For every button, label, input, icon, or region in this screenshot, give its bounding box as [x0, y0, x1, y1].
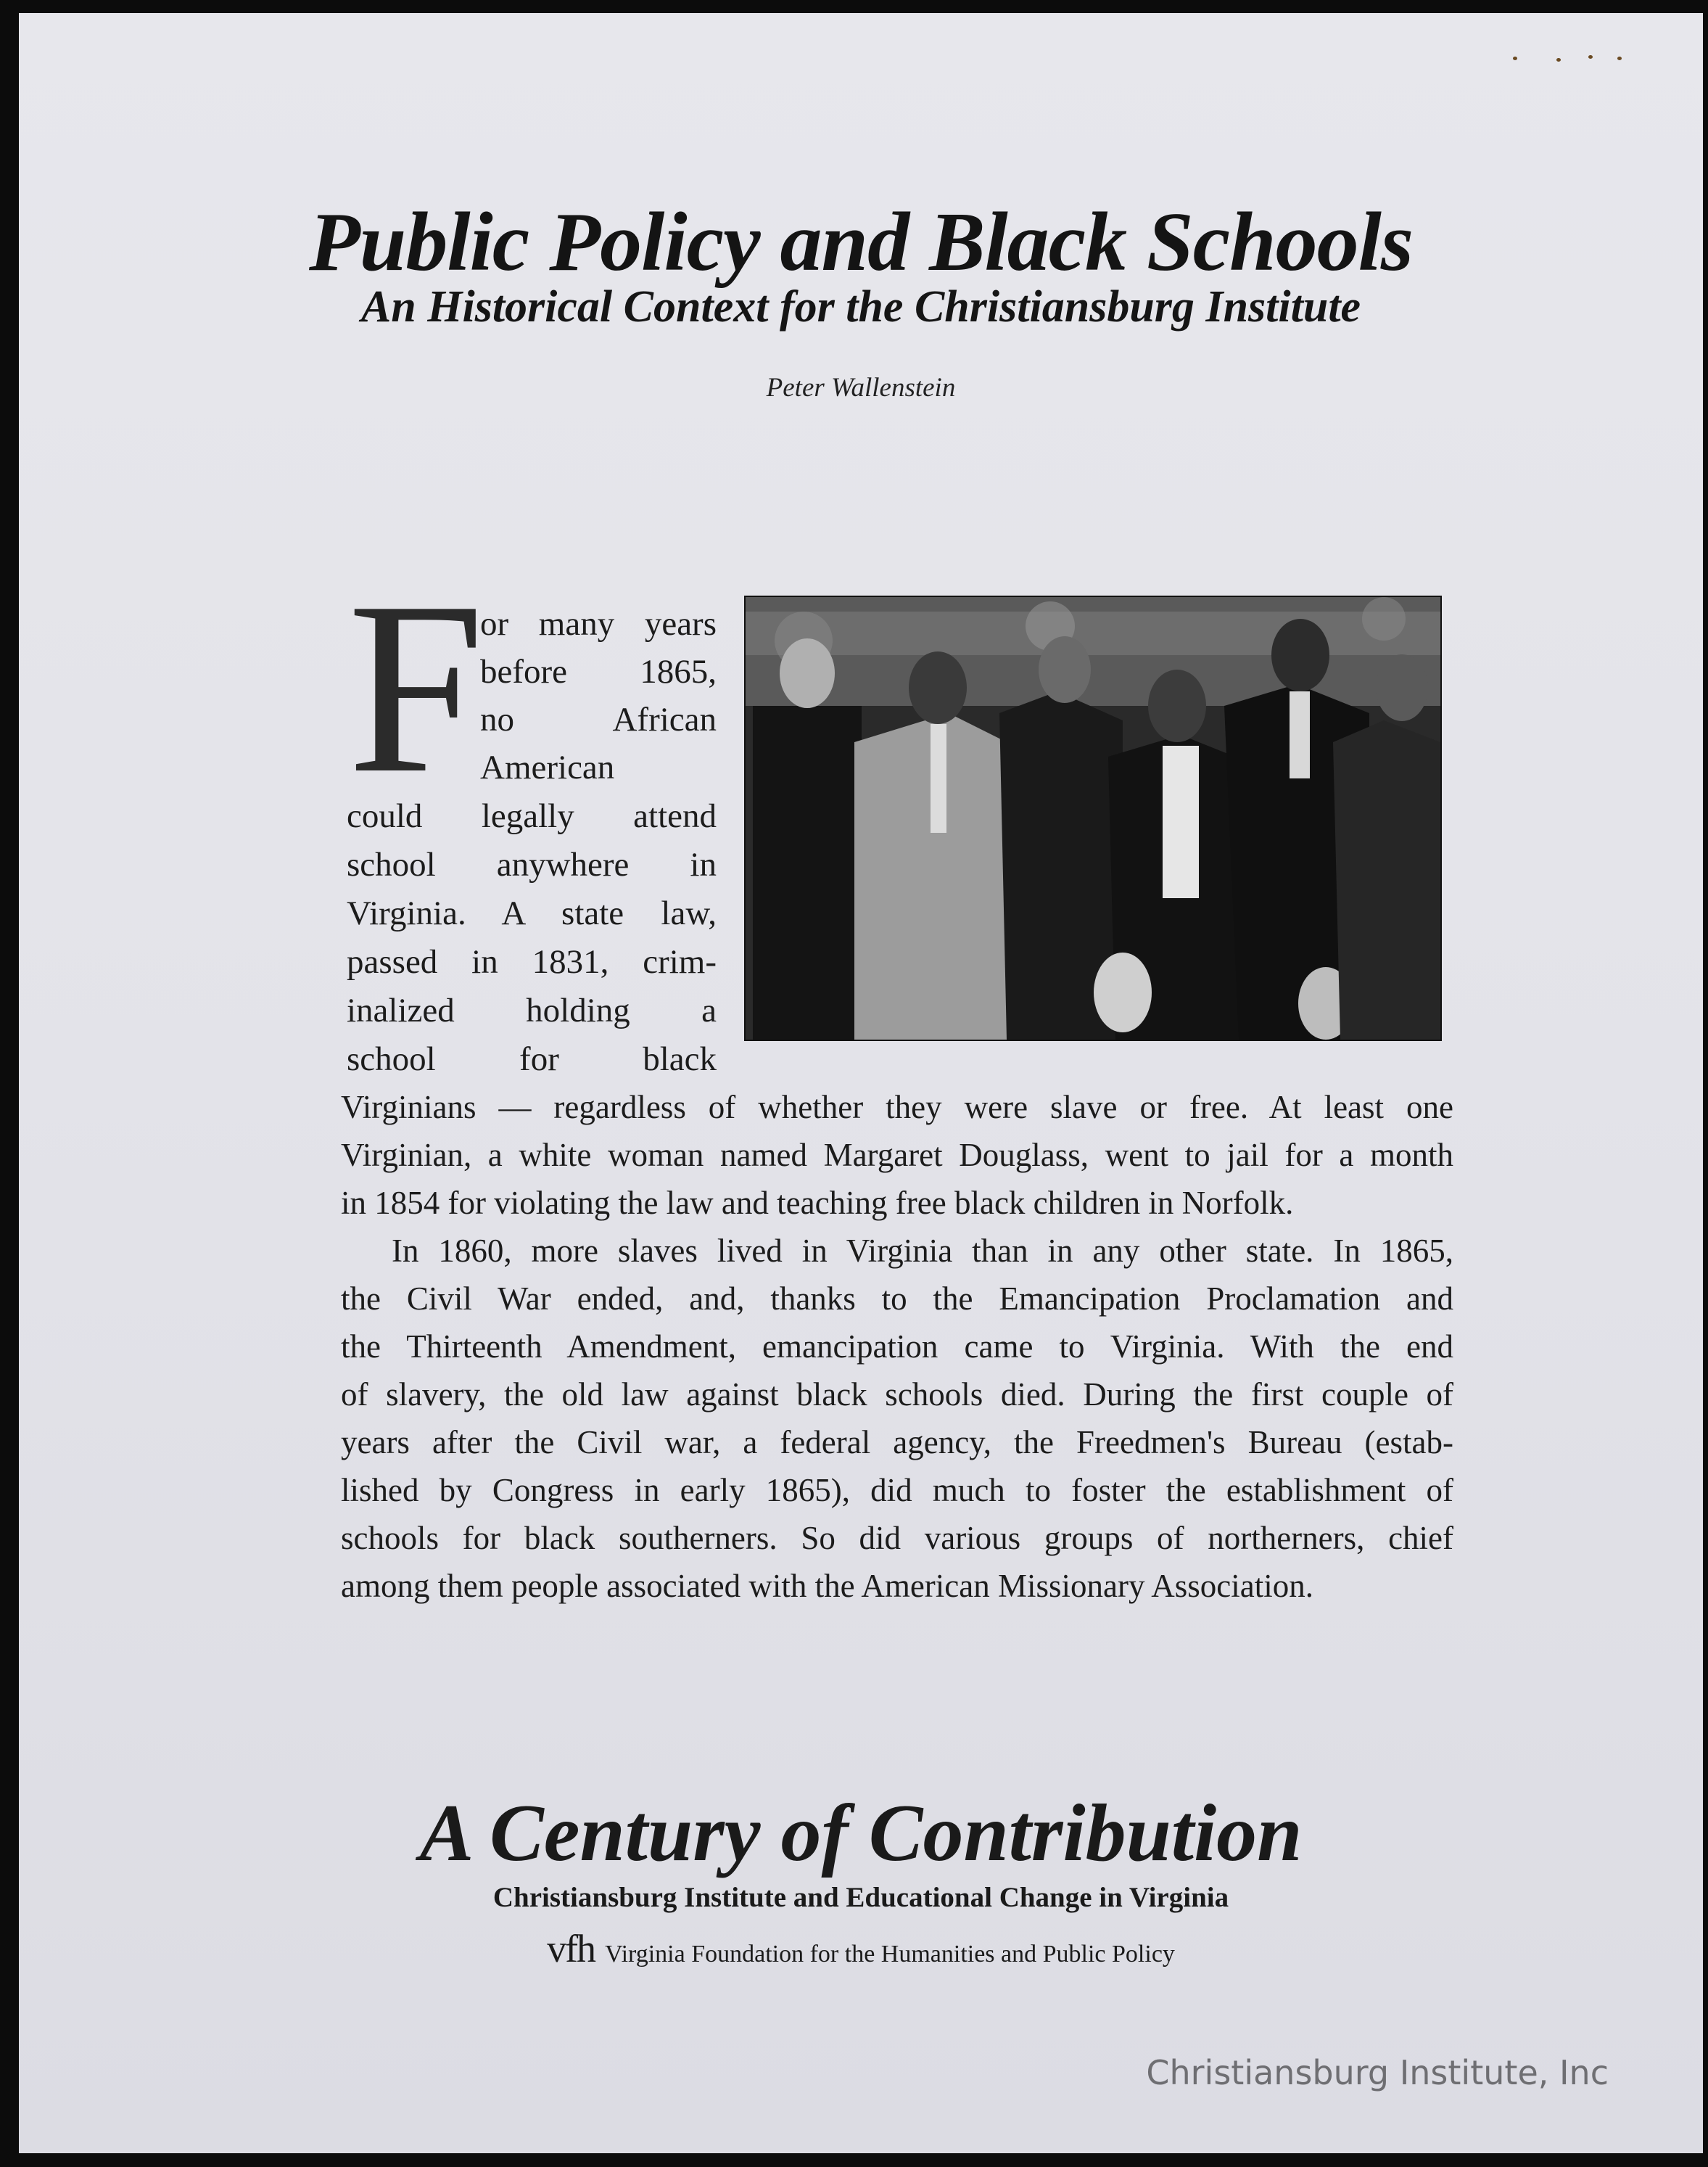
column-line: Virginia. A state law, [347, 895, 717, 932]
document-title: Public Policy and Black Schools [308, 196, 1414, 289]
paragraph-line: lished by Congress in early 1865), did much to foster the establishment of [341, 1472, 1453, 1508]
vfh-logo: vfh [547, 1927, 595, 1970]
document-page [19, 13, 1703, 2153]
paragraph-line: of slavery, the old law against black schools died. During the first couple of [341, 1376, 1453, 1413]
paragraph-line: Virginians — regardless of whether they were slave or free. At least one [341, 1089, 1453, 1125]
series-subtitle: Christiansburg Institute and Educational Change in Virginia [492, 1882, 1229, 1913]
paragraph-line: the Civil War ended, and, thanks to the Emancipation Proclamation and [341, 1280, 1453, 1317]
column-line: no African [480, 701, 717, 739]
paper-speck [1617, 57, 1622, 60]
column-line: could legally attend [347, 797, 717, 835]
drop-cap: F [347, 551, 485, 824]
historical-group-photo [744, 596, 1442, 1041]
column-line: school for black [347, 1040, 717, 1078]
paper-speck [1588, 55, 1593, 59]
series-title: A Century of Contribution [419, 1788, 1303, 1878]
column-line: passed in 1831, crim- [347, 943, 717, 981]
column-line: school anywhere in [347, 846, 717, 884]
column-line: inalized holding a [347, 992, 717, 1029]
column-line: before 1865, [480, 653, 717, 691]
column-line: or many years [480, 605, 717, 643]
paper-speck [1556, 58, 1561, 62]
paper-speck [1513, 57, 1517, 60]
watermark: Christiansburg Institute, Inc [1146, 2053, 1609, 2092]
organization-line [19, 1926, 1703, 1971]
paragraph-line: Virginian, a white woman named Margaret Douglass, went to jail for a month [341, 1137, 1453, 1173]
paragraph-line: years after the Civil war, a federal agency, the Freedmen's Bureau (estab- [341, 1424, 1453, 1460]
paragraph-line: schools for black southerners. So did various groups of northerners, chief [341, 1520, 1453, 1556]
column-line: American [480, 749, 615, 786]
paragraph-line: the Thirteenth Amendment, emancipation came to Virginia. With the end [341, 1328, 1453, 1365]
document-subtitle: An Historical Context for the Christiansburg Institute [360, 282, 1361, 332]
author-byline: Peter Wallenstein [766, 373, 956, 403]
paragraph-line: in 1854 for violating the law and teaching free black children in Norfolk. [341, 1185, 1294, 1221]
paragraph-line: In 1860, more slaves lived in Virginia than in any other state. In 1865, [392, 1233, 1453, 1269]
organization-name: Virginia Foundation for the Humanities and Public Policy [605, 1941, 1175, 1967]
paragraph-line: among them people associated with the American Missionary Association. [341, 1568, 1313, 1604]
